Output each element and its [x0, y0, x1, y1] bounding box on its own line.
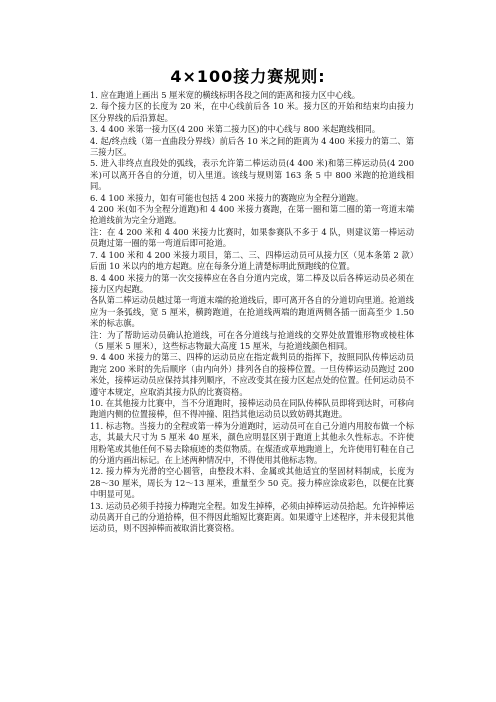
- rule-paragraph: 8. 4 400 米接力的第一次交接棒应在各自分道内完成，第二棒及以后各棒运动员必须在接力区内起跑。: [90, 272, 414, 294]
- rule-paragraph: 10. 在其他接力比赛中，当不分道跑时，接棒运动员在同队传棒队员即将到达时，可移向跑道内侧的位置接棒，但不得冲撞、阻挡其他运动员以致妨碍其跑进。: [90, 397, 414, 420]
- rule-paragraph: 4 200 米(如不为全程分道跑)和 4 400 米接力赛跑，在第一圈和第二圈的第一弯道末端抢道线前为完全分道跑。: [90, 204, 414, 226]
- document-body: [90, 90, 414, 535]
- rule-paragraph: 4. 起/终点线（第一直曲段分界线）前后各 10 米之间的距离为 4 400 米接力的第二、第三接力区。: [90, 135, 414, 158]
- rule-paragraph: 12. 接力棒为光滑的空心圆管，由整段木料、金属或其他适宜的坚固材料制成，长度为 28～30 厘米，周长为 12～13 厘米，重量至少 50 克。接力棒应涂成彩色，以便在比赛中明显可见。: [90, 466, 414, 500]
- rule-paragraph: 13. 运动员必须手持接力棒跑完全程。如发生掉棒，必须由掉棒运动员拾起。允许掉棒运动员离开自己的分道拾棒，但不得因此缩短比赛距离。如果遵守上述程序，并未侵犯其他运动员，则不因掉棒而被取消比赛资格。: [90, 500, 414, 534]
- document-title: 4×100接力赛规则:: [170, 67, 326, 86]
- rule-paragraph: 6. 4 100 米接力，如有可能也包括 4 200 米接力的赛跑应为全程分道跑。: [90, 192, 364, 203]
- rule-paragraph: 11. 标志物。当接力的全程或第一棒为分道跑时，运动员可在自己分道内用胶布做一个标志，其最大尺寸为 5 厘米 40 厘米，颜色应明显区别于跑道上其他永久性标志。不许使用粉笔或其他任何不易去除痕迹的类似物质。在煤渣或草地跑道上，允许使用钉鞋在自己的分道内画出标记。在上述两种情况中，不得使用其他标志物。: [90, 420, 414, 465]
- rule-paragraph: 9. 4 400 米接力的第三、四棒的运动员应在指定裁判员的指挥下，按照同队传棒运动员跑完 200 米时的先后顺序（由内向外）排列各自的接棒位置。一旦传棒运动员跑过 200 米处，接棒运动员应保持其排列顺序，不应改变其在接力区起点处的位置。任何运动员不遵守本规定，应取消其接力队的比赛资格。: [90, 352, 414, 397]
- rule-paragraph: 7. 4 100 米和 4 200 米接力项目，第二、三、四棒运动员可从接力区（见本条第 2 款）后面 10 米以内的地方起跑。应在每条分道上清楚标明此预跑线的位置。: [90, 249, 414, 272]
- rule-paragraph: 5. 进入非终点直段处的弧线，表示允许第二棒运动员(4 400 米)和第三棒运动员(4 200 米)可以离开各自的分道，切入里道。该线与规则第 163 条 5 中 800 米跑的抢道线相同。: [90, 158, 414, 192]
- rule-paragraph: 3. 4 400 米第一接力区(4 200 米第二接力区)的中心线与 800 米起跑线相同。: [90, 124, 381, 135]
- rule-paragraph: 2. 每个接力区的长度为 20 米，在中心线前后各 10 米。接力区的开始和结束均由接力区分界线的后沿算起。: [90, 101, 414, 123]
- note-paragraph: 注：在 4 200 米和 4 400 米接力比赛时，如果参赛队不多于 4 队，则建议第一棒运动员跑过第一圈的第一弯道后即可抢道。: [90, 226, 414, 249]
- rule-paragraph: 1. 应在跑道上画出 5 厘米宽的横线标明各段之间的距离和接力区中心线。: [90, 90, 361, 100]
- note-paragraph: 注：为了帮助运动员确认抢道线，可在各分道线与抢道线的交界处放置锥形物或棱柱体（5 厘米 5 厘米），这些标志物最大高度 15 厘米，与抢道线颜色相同。: [90, 329, 414, 351]
- rule-paragraph: 各队第二棒运动员越过第一弯道末端的抢道线后，即可离开各自的分道切向里道。抢道线应为一条弧线，宽 5 厘米，横跨跑道，在抢道线两端的跑道两侧各插一面高至少 1.50 米的标志旗。: [90, 295, 414, 329]
